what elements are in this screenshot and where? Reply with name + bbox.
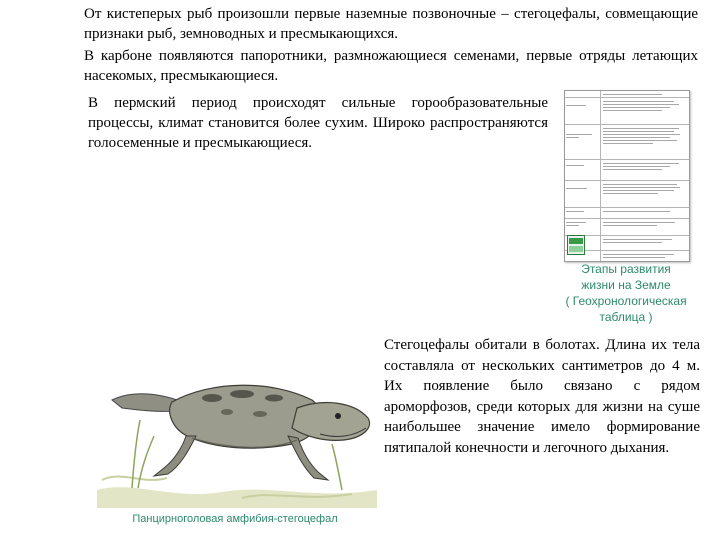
stegocephalian-amphibian-illustration <box>92 340 382 508</box>
table-row <box>565 181 689 208</box>
table-row <box>565 125 689 160</box>
paragraph-permian: В пермский период происходят сильные горообразовательные процессы, климат становится более сухим. Широко распространяются голосеменные и пресмыкающиеся. <box>88 95 548 151</box>
table-caption-line: ( Геохронологическая <box>565 294 687 308</box>
paragraph-stegocephalians-origin: От кистеперых рыб произошли первые наземные позвоночные – стегоцефалы, совмещающие признаки рыб, земноводных и пресмыкающихся. <box>84 6 698 42</box>
paragraph-stegocephalians-habitat: Стегоцефалы обитали в болотах. Длина их тела составляла от нескольких сантиметров до 4 м. Их появление было связано с рядом ароморфозов, среди которых для жизни на суше наибольшее значение имело формирование пятипалой конечности и легочного дыхания. <box>384 337 700 456</box>
table-caption <box>556 261 696 325</box>
table-caption-line: Этапы развития <box>581 262 671 276</box>
table-caption-line: жизни на Земле <box>581 278 671 292</box>
table-row <box>565 208 689 219</box>
table-row <box>565 160 689 181</box>
paragraph-carboniferous: В карбоне появляются папоротники, размножающиеся семенами, первые отряды летающих насекомых, пресмыкающиеся. <box>84 48 698 84</box>
table-caption-line: таблица ) <box>599 310 653 324</box>
green-thumbnail-icon <box>567 235 585 255</box>
image-caption: Панцирноголовая амфибия-стегоцефал <box>132 513 338 525</box>
table-row <box>565 91 689 98</box>
table-row <box>565 98 689 125</box>
table-row <box>565 219 689 236</box>
